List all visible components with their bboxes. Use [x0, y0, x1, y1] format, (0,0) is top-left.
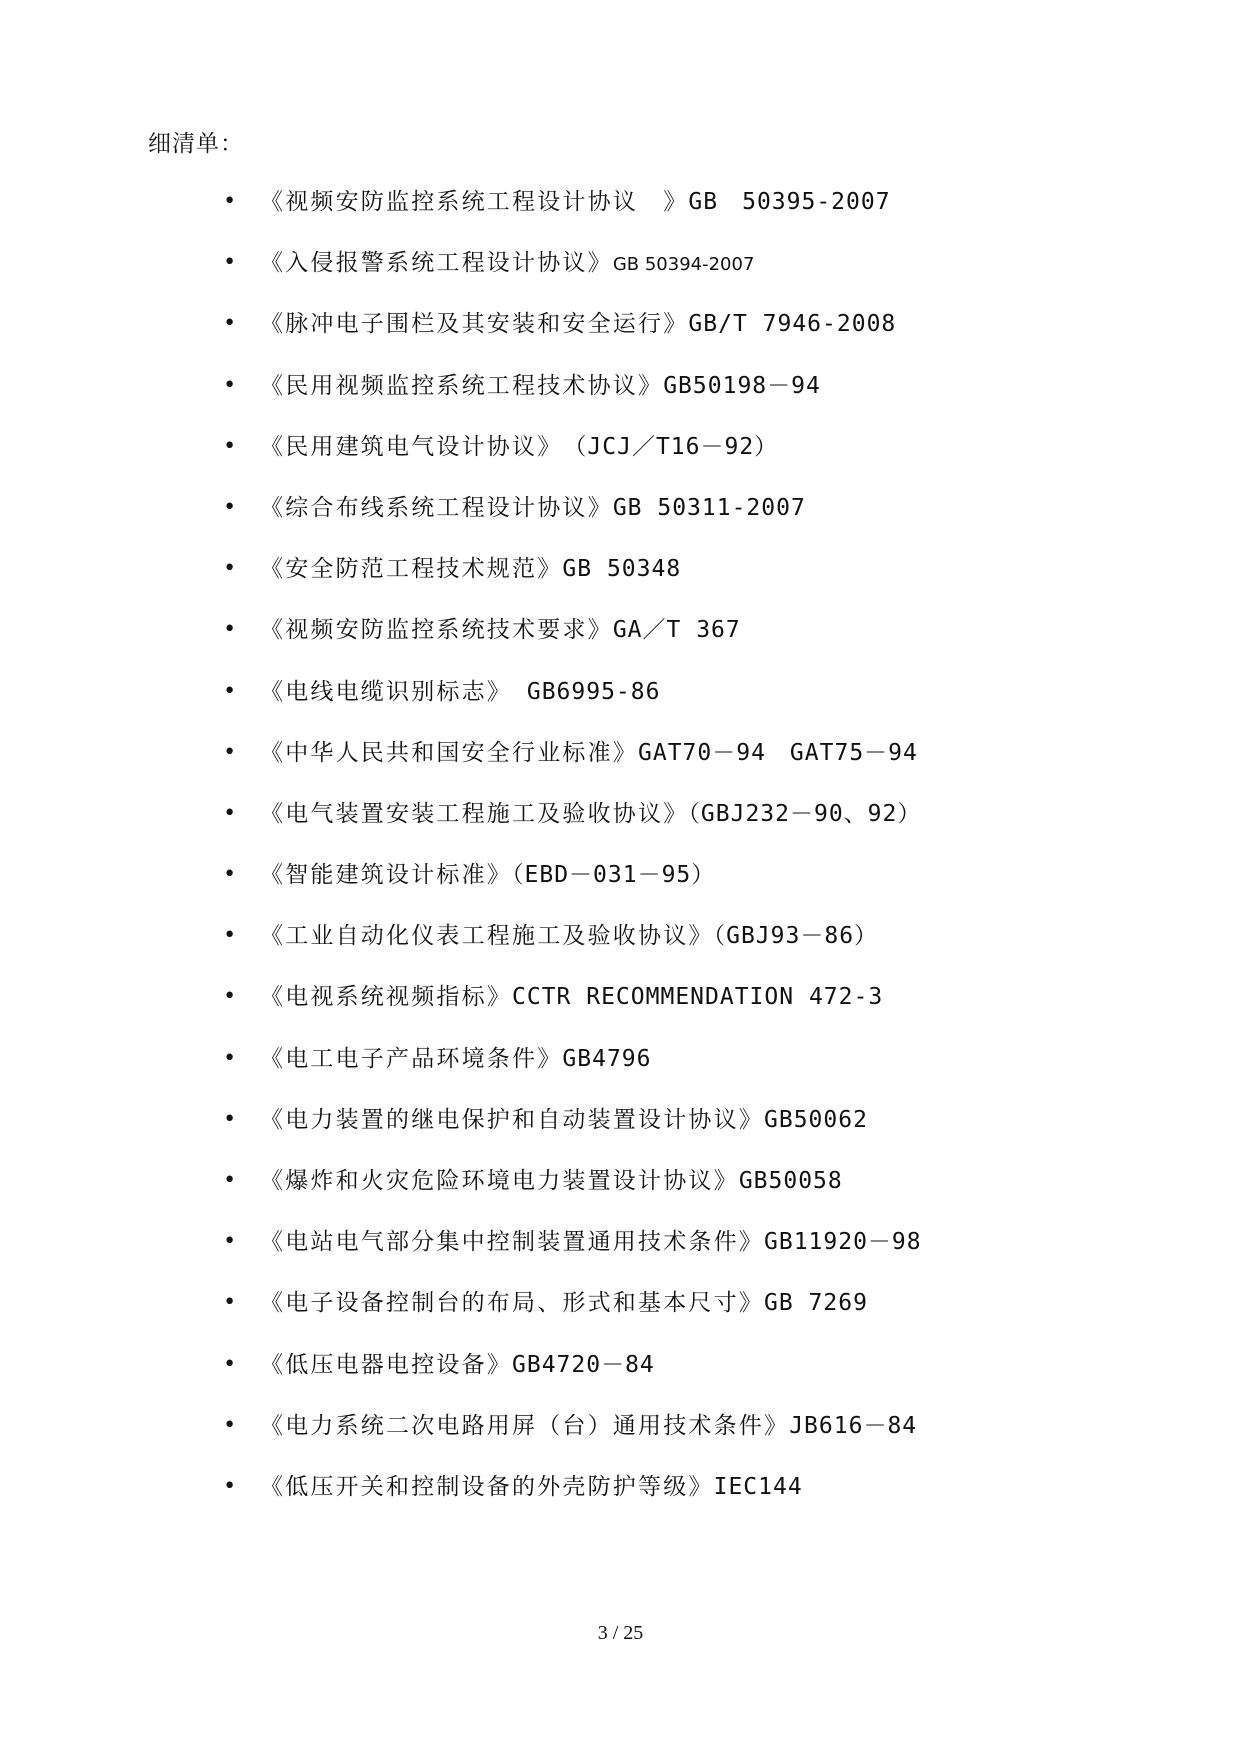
list-item: [0, 1471, 1241, 1532]
standard-title: 《低压电器电控设备》: [260, 1351, 512, 1378]
standard-code: （GBJ93－86）: [713, 923, 879, 950]
list-item: [0, 1287, 1241, 1348]
standard-code: GB 50311-2007: [612, 494, 806, 521]
bullet-icon: •: [223, 984, 237, 1010]
standard-title: 《视频安防监控系统技术要求》: [260, 617, 613, 644]
list-item: [0, 492, 1241, 553]
standard-code: GB 50348: [562, 556, 682, 583]
list-item: [0, 676, 1241, 737]
standard-entry: [260, 737, 918, 769]
standard-code: GB11920－98: [764, 1229, 922, 1256]
standard-entry: [260, 1104, 868, 1136]
list-heading: 细清单：: [148, 131, 244, 157]
standard-title: 《中华人民共和国安全行业标准》: [260, 739, 638, 766]
bullet-icon: •: [223, 1229, 237, 1255]
standard-code: GB4720－84: [512, 1351, 655, 1378]
standard-entry: [260, 920, 878, 952]
standard-entry: [260, 859, 715, 891]
standard-title: 《电线电缆识别标志》: [260, 678, 512, 705]
bullet-icon: •: [223, 862, 237, 888]
standard-code: GB 7269: [764, 1290, 868, 1317]
bullet-icon: •: [223, 800, 237, 826]
standard-code: （EBD－031－95）: [512, 862, 716, 889]
standard-entry: [260, 492, 806, 524]
list-item: [0, 1104, 1241, 1165]
standard-entry: [260, 614, 741, 646]
list-item: [0, 798, 1241, 859]
standard-entry: [260, 676, 660, 708]
standard-entry: [260, 1287, 868, 1319]
bullet-icon: •: [223, 494, 237, 520]
standard-code: GB50198－94: [663, 372, 821, 399]
bullet-icon: •: [223, 1290, 237, 1316]
standard-code: CCTR RECOMMENDATION 472-3: [512, 984, 884, 1011]
list-item: [0, 1043, 1241, 1104]
standard-code: GB 50395-2007: [688, 189, 891, 215]
standard-code: （JCJ／T16－92）: [550, 433, 779, 460]
bullet-icon: •: [223, 1045, 237, 1071]
standard-title: 《爆炸和火灾危险环境电力装置设计协议》: [260, 1168, 739, 1194]
list-item: [0, 431, 1241, 492]
standard-title: 《综合布线系统工程设计协议》: [260, 494, 613, 521]
bullet-icon: •: [223, 1473, 237, 1499]
standard-title: 《脉冲电子围栏及其安装和安全运行》: [260, 311, 689, 338]
standard-title: 《工业自动化仪表工程施工及验收协议》: [260, 923, 714, 950]
bullet-icon: •: [223, 311, 237, 337]
bullet-icon: •: [223, 189, 237, 214]
list-item: [0, 737, 1241, 798]
bullet-icon: •: [223, 372, 237, 398]
standard-title: 《视频安防监控系统工程设计协议 》: [260, 189, 689, 215]
list-item: [0, 247, 1241, 308]
list-item: [0, 920, 1241, 981]
standard-code: GAT70－94 GAT75－94: [638, 739, 918, 766]
page-number: 3 / 25: [597, 1622, 644, 1644]
standard-title: 《电视系统视频指标》: [260, 984, 512, 1011]
list-item: [0, 1410, 1241, 1471]
standard-code: GB50062: [764, 1106, 868, 1133]
standard-code: GB4796: [562, 1045, 652, 1072]
bullet-icon: •: [223, 250, 237, 276]
standard-entry: [260, 553, 681, 585]
standard-entry: [260, 247, 754, 281]
standard-code: GA／T 367: [612, 617, 741, 644]
list-item: [0, 308, 1241, 369]
standard-entry: [260, 431, 778, 463]
bullet-icon: •: [223, 556, 237, 582]
standard-code: GB6995-86: [512, 678, 661, 705]
standard-title: 《智能建筑设计标准》: [260, 862, 512, 889]
standard-entry: [260, 798, 921, 830]
bullet-icon: •: [223, 433, 237, 459]
standard-code: GB/T 7946-2008: [688, 311, 897, 338]
standard-code: GB 50394-2007: [612, 254, 755, 276]
standard-entry: [260, 981, 883, 1013]
standard-title: 《电工电子产品环境条件》: [260, 1045, 563, 1072]
standard-entry: [260, 1471, 803, 1503]
standards-list: [0, 186, 1241, 1532]
list-item: [0, 859, 1241, 920]
standard-entry: [260, 308, 896, 340]
standard-title: 《电气装置安装工程施工及验收协议》: [260, 800, 689, 827]
bullet-icon: •: [223, 1351, 237, 1377]
standard-title: 《安全防范工程技术规范》: [260, 556, 563, 583]
standard-code: JB616－84: [789, 1412, 918, 1439]
standard-title: 《民用建筑电气设计协议》: [260, 433, 551, 460]
standard-entry: [260, 1043, 652, 1075]
standard-title: 《电力装置的继电保护和自动装置设计协议》: [260, 1106, 764, 1133]
bullet-icon: •: [223, 617, 237, 643]
bullet-icon: •: [223, 678, 237, 704]
standard-code: （GBJ232－90、92）: [688, 800, 922, 827]
standard-title: 《电站电气部分集中控制装置通用技术条件》: [260, 1229, 764, 1256]
list-item: [0, 614, 1241, 675]
bullet-icon: •: [223, 1412, 237, 1438]
list-item: [0, 1165, 1241, 1226]
standard-title: 《低压开关和控制设备的外壳防护等级》: [260, 1473, 714, 1500]
bullet-icon: •: [223, 1168, 237, 1193]
bullet-icon: •: [223, 739, 237, 765]
bullet-icon: •: [223, 1106, 237, 1132]
standard-title: 《电子设备控制台的布局、形式和基本尺寸》: [260, 1290, 764, 1317]
standard-title: 《民用视频监控系统工程技术协议》: [260, 372, 664, 399]
standard-entry: [260, 1165, 843, 1197]
standard-entry: [260, 1410, 917, 1442]
standard-code: GB50058: [738, 1168, 843, 1194]
standard-title: 《入侵报警系统工程设计协议》: [260, 250, 613, 277]
list-item: [0, 1226, 1241, 1287]
list-item: [0, 370, 1241, 431]
standard-entry: [260, 1226, 922, 1258]
standard-title: 《电力系统二次电路用屏（台）通用技术条件》: [260, 1412, 790, 1439]
list-item: [0, 553, 1241, 614]
standard-code: IEC144: [713, 1473, 803, 1500]
standard-entry: [260, 1349, 655, 1381]
standard-entry: [260, 186, 891, 218]
standard-entry: [260, 370, 821, 402]
list-item: [0, 1349, 1241, 1410]
list-item: [0, 981, 1241, 1042]
bullet-icon: •: [223, 923, 237, 949]
list-item: [0, 186, 1241, 247]
